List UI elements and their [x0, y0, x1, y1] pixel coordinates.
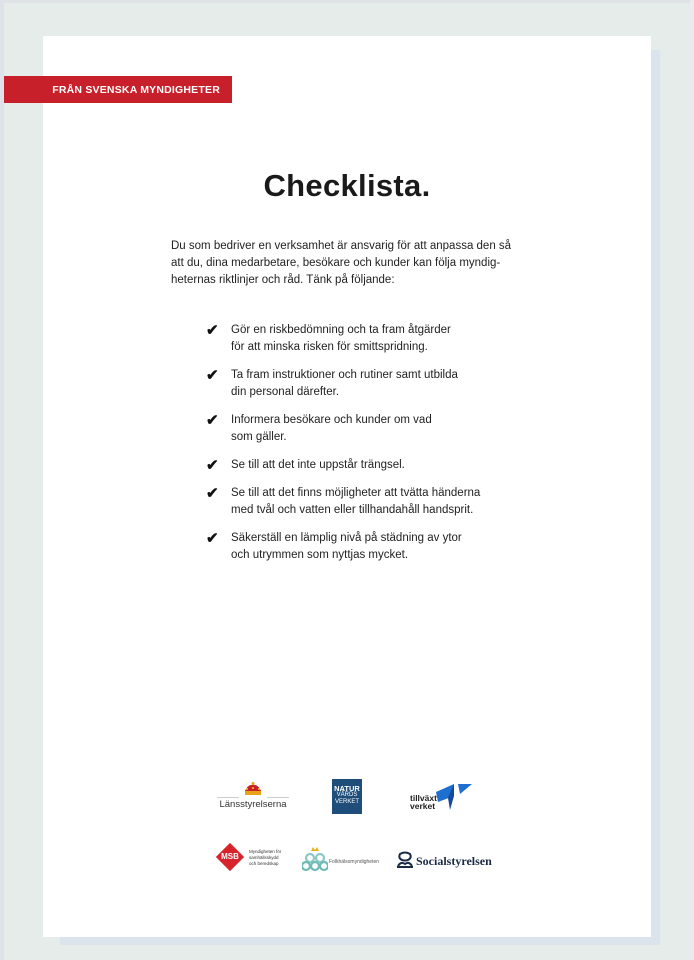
checklist-item-text: Ta fram instruktioner och rutiner samt utbilda	[231, 369, 458, 381]
checklist-item	[206, 485, 506, 519]
logo-text: Socialstyrelsen	[416, 854, 492, 868]
intro-line: heternas riktlinjer och råd. Tänk på följande:	[171, 274, 395, 286]
logo-text: VERKET	[334, 799, 359, 805]
checklist-item	[206, 412, 506, 446]
divider	[267, 797, 289, 798]
folkhalsomyndigheten-mark-icon	[302, 845, 328, 875]
checkmark-icon: ✔	[206, 322, 219, 339]
crown-icon	[243, 782, 263, 796]
checklist-item-text: din personal därefter.	[231, 386, 340, 398]
socialstyrelsen-logo	[396, 851, 492, 871]
logo-text: NATUR	[334, 784, 360, 793]
logo-text: Myndigheten för	[249, 849, 282, 854]
lansstyrelserna-name: Länsstyrelserna	[219, 799, 287, 810]
intro-line: Du som bedriver en verksamhet är ansvarig för att anpassa den så	[171, 240, 512, 252]
msb-logo	[216, 844, 286, 874]
checkmark-icon: ✔	[206, 530, 219, 547]
background-edge-left	[0, 0, 4, 960]
checklist-item-text: Se till att det finns möjligheter att tvätta händerna	[231, 487, 481, 499]
checklist-item	[206, 322, 506, 356]
logo-text: och beredskap	[249, 861, 279, 866]
logo-text: tillväxt	[410, 793, 437, 803]
checklist-item	[206, 530, 506, 564]
checklist-item	[206, 367, 506, 401]
logo-text: Folkhälsomyndigheten	[329, 859, 380, 865]
naturvardsverket-logo	[332, 779, 362, 814]
checklist-item-text: Säkerställ en lämplig nivå på städning av ytor	[231, 532, 462, 544]
checklist-item	[206, 457, 506, 474]
source-banner	[4, 76, 232, 103]
folkhalsomyndigheten-logo	[302, 845, 384, 875]
checkmark-icon: ✔	[206, 485, 219, 502]
checklist-item-text: Gör en riskbedömning och ta fram åtgärder	[231, 324, 451, 336]
socialstyrelsen-mark-icon	[396, 851, 414, 869]
background-edge-right	[690, 0, 694, 960]
checklist-item-text: Se till att det inte uppstår trängsel.	[231, 459, 405, 471]
intro-paragraph	[171, 238, 541, 289]
checklist	[206, 322, 506, 575]
divider	[217, 797, 239, 798]
tillvaxtverket-logo	[410, 782, 472, 814]
checkmark-icon: ✔	[206, 412, 219, 429]
checklist-item-text: och utrymmen som nyttjas mycket.	[231, 549, 409, 561]
logo-text: VÅRDS	[336, 792, 358, 798]
logo-text: verket	[410, 801, 436, 811]
checkmark-icon: ✔	[206, 457, 219, 474]
logo-text: samhällsskydd	[249, 855, 279, 860]
page-title: Checklista.	[263, 168, 431, 203]
checklist-item-text: som gäller.	[231, 431, 287, 443]
source-banner-label: FRÅN SVENSKA MYNDIGHETER	[52, 83, 220, 96]
lansstyrelserna-logo	[215, 782, 291, 816]
logo-text: MSB	[221, 852, 239, 861]
intro-line: att du, dina medarbetare, besökare och kunder kan följa myndig-	[171, 257, 501, 269]
checklist-item-text: Informera besökare och kunder om vad	[231, 414, 432, 426]
background-edge-top	[0, 0, 694, 3]
checkmark-icon: ✔	[206, 367, 219, 384]
checklist-item-text: för att minska risken för smittspridning.	[231, 341, 428, 353]
checklist-item-text: med tvål och vatten eller tillhandahåll handsprit.	[231, 504, 474, 516]
